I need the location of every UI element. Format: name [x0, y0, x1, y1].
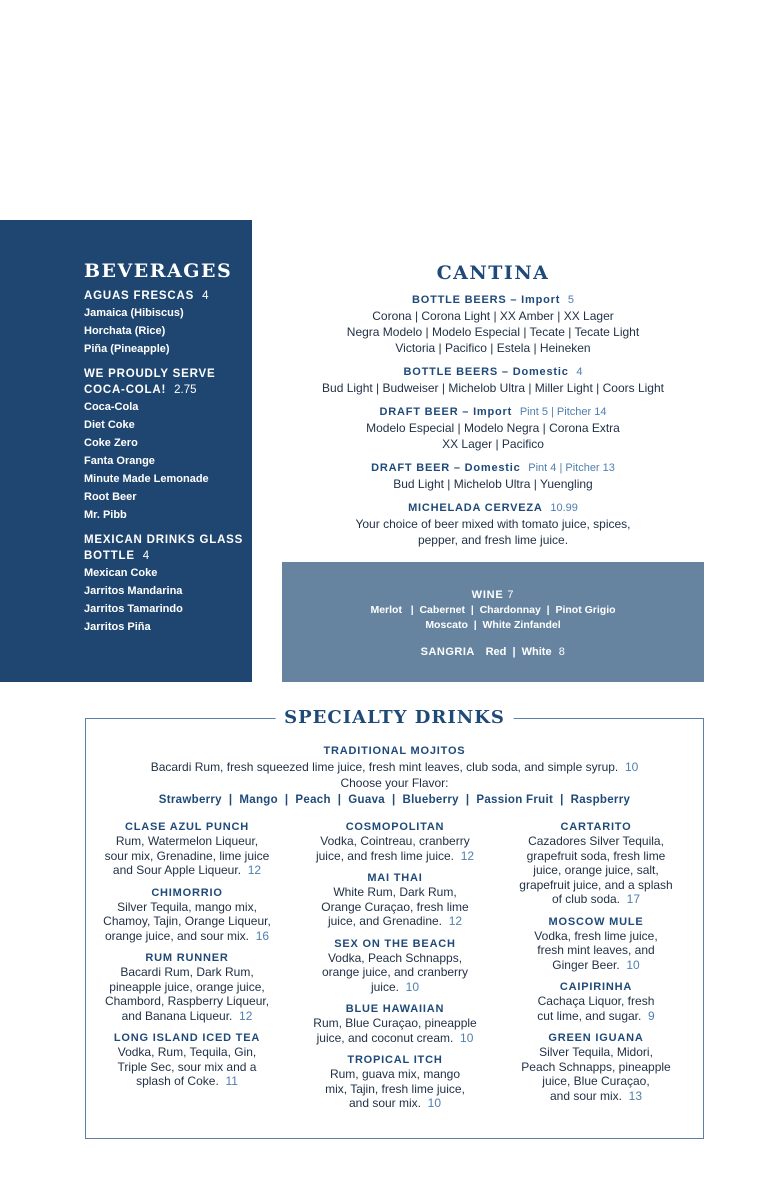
section-line: Victoria | Pacifico | Estela | Heineken [395, 341, 591, 355]
drink-line: and sour mix. [549, 1088, 622, 1103]
mojitos-name: TRADITIONAL MOJITOS [323, 745, 466, 757]
wine-title: WINE [471, 589, 504, 601]
list-item: Mr. Pibb [84, 509, 127, 521]
drink-line: splash of Coke. [136, 1074, 219, 1088]
section-line: Your choice of beer mixed with tomato juice, spices, [355, 517, 631, 531]
drink-item [501, 915, 691, 973]
list-item: Jamaica (Hibiscus) [84, 307, 184, 319]
drink-line: Rum, guava mix, mango [329, 1067, 461, 1081]
drink-line: juice. [370, 979, 399, 994]
drink-price: 12 [448, 914, 463, 928]
drink-name: COSMOPOLITAN [345, 821, 445, 833]
section-price: 4 [576, 366, 583, 378]
group-name-line: MEXICAN DRINKS GLASS [84, 534, 244, 546]
group-name-line: COCA-COLA! [84, 384, 167, 396]
drink-price: 10 [460, 1030, 474, 1045]
drink-line: and Banana Liqueur. [121, 1008, 233, 1023]
sangria-options: Red | White [485, 646, 552, 658]
drink-item [300, 1002, 490, 1045]
section-line: XX Lager | Pacifico [442, 437, 544, 451]
drinks-column [92, 820, 282, 1097]
list-item: Fanta Orange [84, 455, 155, 467]
beverages-panel [0, 220, 252, 682]
drink-item [300, 820, 490, 863]
list-item: Minute Made Lemonade [84, 473, 209, 485]
group-aguas-frescas [84, 288, 252, 304]
list-item: Jarritos Tamarindo [84, 603, 183, 615]
drink-line: Ginger Beer. [552, 957, 620, 972]
wine-price: 7 [507, 589, 515, 601]
drink-line: juice, and fresh lime juice. [315, 848, 455, 863]
drink-price: 12 [247, 863, 262, 877]
drink-name: GREEN IGUANA [548, 1032, 644, 1044]
michelada-cerveza [282, 500, 704, 548]
list-item: Jarritos Piña [84, 621, 151, 633]
mojitos-price: 10 [624, 760, 639, 774]
drink-line: juice, Blue Curaçao, [542, 1074, 650, 1088]
specialty-title: SPECIALTY DRINKS [275, 707, 514, 728]
drink-line: Vodka, Peach Schnapps, [327, 950, 463, 965]
drink-price: 12 [239, 1008, 253, 1023]
drink-item [92, 951, 282, 1023]
drink-line: pineapple juice, orange juice, [109, 979, 265, 994]
drink-line: Chamoy, Tajin, Orange Liqueur, [103, 914, 271, 928]
drink-price: 16 [255, 928, 270, 943]
group-price: 2.75 [174, 384, 197, 396]
drink-price: 11 [225, 1074, 238, 1088]
mojitos-desc: Bacardi Rum, fresh squeezed lime juice, fresh mint leaves, club soda, and simple syrup. [150, 760, 619, 774]
drink-price: 10 [405, 979, 420, 994]
drink-item [300, 937, 490, 995]
cantina-section [282, 262, 704, 548]
drink-line: sour mix, Grenadine, lime juice [104, 848, 270, 863]
drink-line: and sour mix. [348, 1096, 421, 1110]
section-line: Bud Light | Budweiser | Michelob Ultra | Miller Light | Coors Light [322, 381, 664, 395]
section-name: DRAFT BEER – Domestic [371, 462, 521, 474]
drink-item [501, 1031, 691, 1103]
sangria-price: 8 [558, 646, 566, 658]
draft-beer-import [282, 404, 704, 452]
drink-line: Chambord, Raspberry Liqueur, [104, 994, 270, 1008]
drink-name: CLASE AZUL PUNCH [124, 821, 250, 833]
beverages-title: BEVERAGES [84, 260, 233, 282]
drink-item [92, 886, 282, 944]
drink-line: grapefruit soda, fresh lime [526, 848, 666, 863]
traditional-mojitos [86, 743, 703, 808]
section-price: 10.99 [550, 502, 578, 514]
section-price: Pint 5 | Pitcher 14 [519, 406, 607, 418]
drink-name: TROPICAL ITCH [347, 1054, 443, 1066]
drink-price: 10 [427, 1096, 442, 1110]
list-item: Mexican Coke [84, 567, 158, 579]
section-line: Negra Modelo | Modelo Especial | Tecate | Tecate Light [346, 325, 640, 339]
section-line: Modelo Especial | Modelo Negra | Corona Extra [366, 421, 620, 435]
cantina-title: CANTINA [436, 262, 550, 284]
drink-line: juice, and coconut cream. [316, 1030, 454, 1045]
drink-line: Cachaça Liquor, fresh [537, 994, 655, 1008]
section-line: Bud Light | Michelob Ultra | Yuengling [393, 477, 593, 491]
drink-line: White Rum, Dark Rum, [333, 885, 457, 899]
drink-item [300, 871, 490, 929]
specialty-drinks-section [85, 707, 704, 1139]
drink-line: juice, and Grenadine. [327, 914, 443, 928]
sangria-label: SANGRIA [420, 646, 475, 658]
drink-line: Vodka, Rum, Tequila, Gin, [117, 1045, 257, 1059]
section-name: BOTTLE BEERS – Domestic [403, 366, 569, 378]
drink-line: Bacardi Rum, Dark Rum, [120, 965, 254, 979]
drink-name: CAIPIRINHA [559, 981, 633, 993]
section-name: DRAFT BEER – Import [379, 406, 513, 418]
wine-panel [282, 562, 704, 682]
drink-line: Cazadores Silver Tequila, [528, 834, 664, 848]
mojitos-choose: Choose your Flavor: [340, 776, 449, 790]
mojitos-flavors: Strawberry | Mango | Peach | Guava | Blueberry | Passion Fruit | Raspberry [158, 794, 631, 806]
drink-line: Triple Sec, sour mix and a [117, 1059, 257, 1074]
list-item: Jarritos Mandarina [84, 585, 183, 597]
drink-line: Silver Tequila, Midori, [539, 1045, 653, 1059]
drink-name: LONG ISLAND ICED TEA [113, 1032, 261, 1044]
drink-item [300, 1053, 490, 1111]
drink-line: Rum, Blue Curaçao, pineapple [313, 1016, 477, 1030]
draft-beer-domestic [282, 460, 704, 492]
drink-line: Rum, Watermelon Liqueur, [115, 834, 259, 848]
drink-price: 17 [626, 892, 641, 906]
drink-item [501, 820, 691, 907]
drinks-column [501, 820, 691, 1111]
drink-line: fresh mint leaves, and [537, 943, 655, 957]
group-coca-cola [84, 366, 252, 398]
drink-price: 12 [460, 848, 475, 863]
section-name: BOTTLE BEERS – Import [411, 294, 561, 306]
drink-line: mix, Tajin, fresh lime juice, [325, 1081, 465, 1096]
drink-name: MAI THAI [367, 872, 423, 884]
wine-line: Moscato | White Zinfandel [425, 619, 561, 631]
drink-line: Orange Curaçao, fresh lime [321, 899, 469, 914]
drink-price: 13 [628, 1088, 643, 1103]
drink-name: SEX ON THE BEACH [334, 937, 456, 950]
list-item: Coca-Cola [84, 401, 139, 413]
list-item: Piña (Pineapple) [84, 343, 170, 355]
drink-price: 10 [626, 957, 640, 972]
section-line: pepper, and fresh lime juice. [417, 533, 569, 547]
drink-line: Vodka, fresh lime juice, [534, 928, 658, 943]
list-item: Diet Coke [84, 419, 135, 431]
wine-line: Merlot | Cabernet | Chardonnay | Pinot Grigio [370, 604, 616, 616]
group-price: 4 [202, 290, 209, 302]
drink-line: juice, orange juice, salt, [533, 863, 659, 877]
drink-line: of club soda. [551, 892, 620, 906]
drink-name: CHIMORRIO [151, 886, 223, 899]
group-name-line: WE PROUDLY SERVE [84, 368, 216, 380]
bottle-beers-import [282, 292, 704, 356]
sangria-row [282, 646, 704, 658]
group-mexican-drinks [84, 532, 252, 564]
drinks-column [300, 820, 490, 1119]
group-price: 4 [142, 550, 150, 562]
drink-name: BLUE HAWAIIAN [345, 1003, 445, 1015]
list-item: Root Beer [84, 491, 137, 503]
section-line: Corona | Corona Light | XX Amber | XX Lager [372, 309, 614, 323]
drink-line: orange juice, and cranberry [321, 965, 469, 979]
drink-line: orange juice, and sour mix. [104, 928, 250, 943]
drink-line: Vodka, Cointreau, cranberry [320, 834, 470, 848]
drink-item [92, 1031, 282, 1089]
drink-line: and Sour Apple Liqueur. [112, 863, 242, 877]
group-name-line: BOTTLE [84, 550, 135, 562]
drink-item [501, 980, 691, 1023]
drink-line: Silver Tequila, mango mix, [117, 899, 257, 914]
group-name: AGUAS FRESCAS [84, 290, 195, 302]
drink-name: MOSCOW MULE [548, 915, 644, 928]
drink-line: cut lime, and sugar. [537, 1008, 642, 1023]
drink-line: Peach Schnapps, pineapple [521, 1059, 671, 1074]
bottle-beers-domestic [282, 364, 704, 396]
list-item: Coke Zero [84, 437, 138, 449]
drink-item [92, 820, 282, 878]
list-item: Horchata (Rice) [84, 325, 166, 337]
drink-price: 9 [648, 1008, 655, 1023]
drink-line: grapefruit juice, and a splash [519, 877, 673, 892]
drink-name: CARTARITO [560, 821, 632, 833]
section-name: MICHELADA CERVEZA [408, 502, 543, 514]
section-price: Pint 4 | Pitcher 13 [528, 462, 615, 474]
section-price: 5 [567, 294, 575, 306]
drink-name: RUM RUNNER [145, 952, 229, 964]
